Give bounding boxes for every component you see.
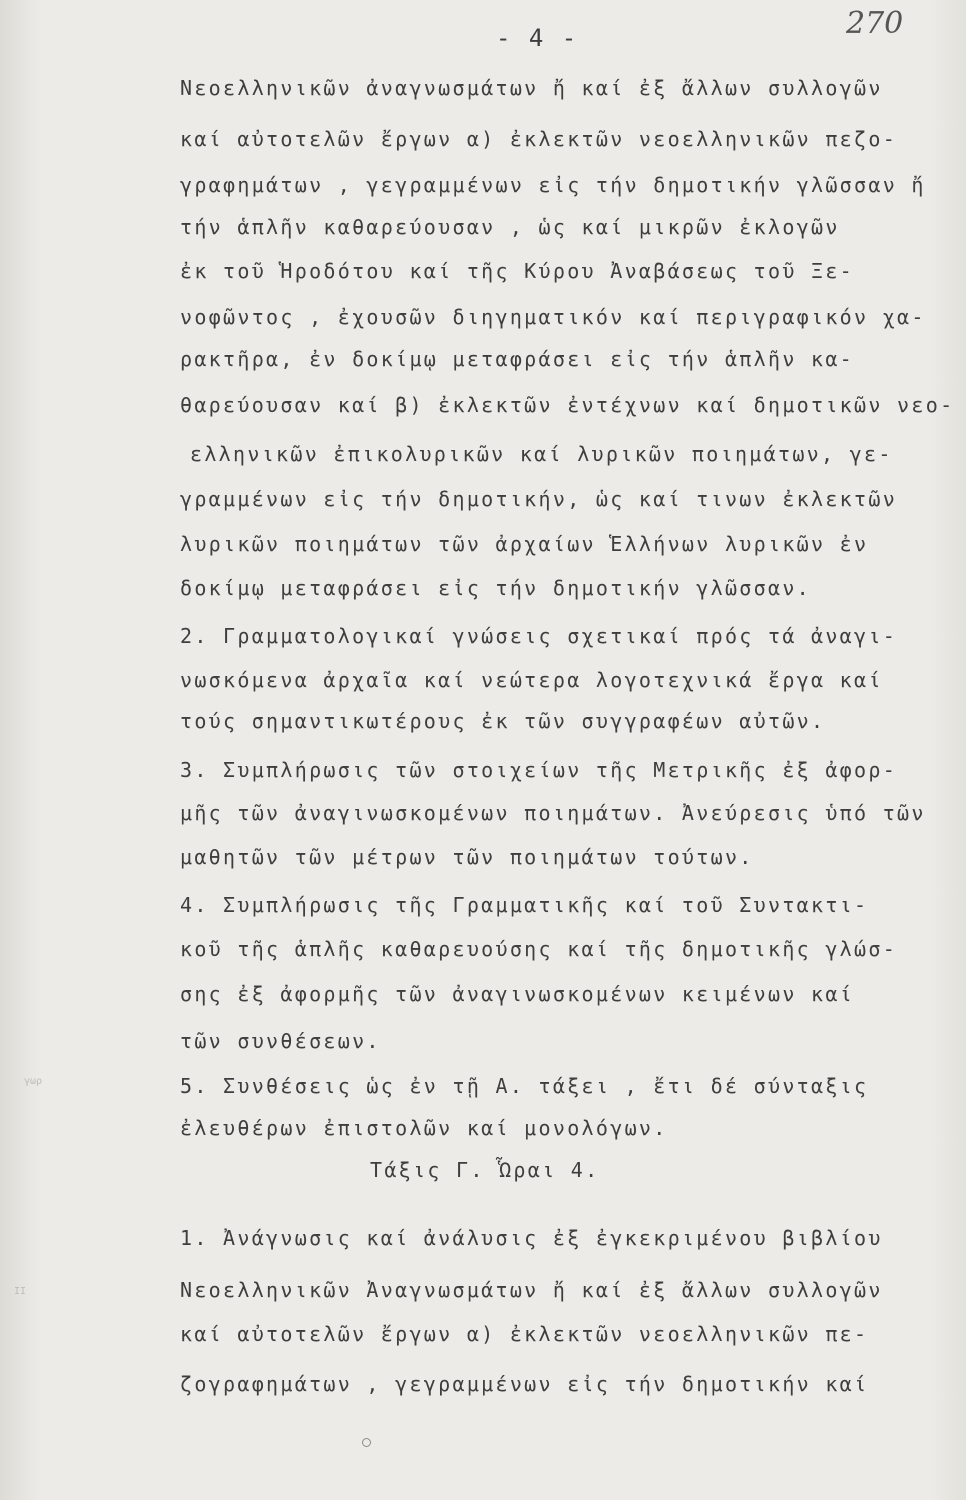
text-line: λυρικῶν ποιημάτων τῶν ἀρχαίων Ἑλλήνων λυρικῶν ἐν [180,532,869,556]
section-heading: Τάξις Γ. Ὧραι 4. [370,1158,600,1182]
text-line: νοφῶντος , ἐχουσῶν διηγηματικόν καί περιγραφικόν χα- [180,305,926,329]
text-line: σης ἐξ ἀφορμῆς τῶν ἀναγινωσκομένων κειμένων καί [180,982,855,1006]
text-line: γραφημάτων , γεγραμμένων εἰς τήν δημοτικήν γλῶσσαν ἤ [180,173,926,197]
text-line: ζογραφημάτων , γεγραμμένων εἰς τήν δημοτικήν καί [180,1372,869,1396]
text-line: ελληνικῶν ἐπικολυρικῶν καί λυρικῶν ποιημάτων, γε- [190,442,893,466]
text-line: Νεοελληνικῶν ἀναγνωσμάτων ἤ καί ἐξ ἄλλων συλλογῶν [180,76,883,100]
circle-mark [362,1438,371,1447]
page-number: - 4 - [496,24,579,52]
text-line: τούς σημαντικωτέρους ἐκ τῶν συγγραφέων αὐτῶν. [180,709,826,733]
text-line: 5. Συνθέσεις ὡς ἐν τῇ Α. τάξει , ἔτι δέ σύνταξις [180,1074,869,1098]
text-line: ἐλευθέρων ἐπιστολῶν καί μονολόγων. [180,1116,668,1140]
text-line: δοκίμῳ μεταφράσει εἰς τήν δημοτικήν γλῶσσαν. [180,576,812,600]
text-line: γραμμένων εἰς τήν δημοτικήν, ὡς καί τινων ἐκλεκτῶν [180,487,898,511]
text-line: 1. Ἀνάγνωσις καί ἀνάλυσις ἐξ ἐγκεκριμένου βιβλίου [180,1226,883,1250]
text-line: ρακτῆρα, ἐν δοκίμῳ μεταφράσει εἰς τήν ἁπλῆν κα- [180,347,855,371]
margin-mark: γωρ [24,1076,43,1087]
archive-number: 270 [846,6,904,41]
text-line: κοῦ τῆς ἁπλῆς καθαρευούσης καί τῆς δημοτικῆς γλώσ- [180,937,898,961]
text-line: τήν ἁπλῆν καθαρεύουσαν , ὡς καί μικρῶν ἐκλογῶν [180,215,840,239]
text-line: 3. Συμπλήρωσις τῶν στοιχείων τῆς Μετρικῆς ἐξ ἀφορ- [180,758,898,782]
text-line: θαρεύουσαν καί β) ἐκλεκτῶν ἐντέχνων καί δημοτικῶν νεο- [180,393,955,417]
text-line: καί αὐτοτελῶν ἔργων α) ἐκλεκτῶν νεοελληνικῶν πεζο- [180,127,898,151]
text-line: μῆς τῶν ἀναγινωσκομένων ποιημάτων. Ἀνεύρεσις ὑπό τῶν [180,801,926,825]
text-line: 4. Συμπλήρωσις τῆς Γραμματικῆς καί τοῦ Συντακτι- [180,893,869,917]
margin-mark: ΙΙ [14,1286,27,1297]
text-line: τῶν συνθέσεων. [180,1029,381,1053]
text-line: Νεοελληνικῶν Ἀναγνωσμάτων ἤ καί ἐξ ἄλλων συλλογῶν [180,1278,883,1302]
text-line: νωσκόμενα ἀρχαῖα καί νεώτερα λογοτεχνικά ἔργα καί [180,668,883,692]
text-line: καί αὐτοτελῶν ἔργων α) ἐκλεκτῶν νεοελληνικῶν πε- [180,1322,869,1346]
text-line: μαθητῶν τῶν μέτρων τῶν ποιημάτων τούτων. [180,845,754,869]
text-line: 2. Γραμματολογικαί γνώσεις σχετικαί πρός τά ἀναγι- [180,624,898,648]
text-line: ἐκ τοῦ Ἡροδότου καί τῆς Κύρου Ἀναβάσεως τοῦ Ξε- [180,259,855,283]
